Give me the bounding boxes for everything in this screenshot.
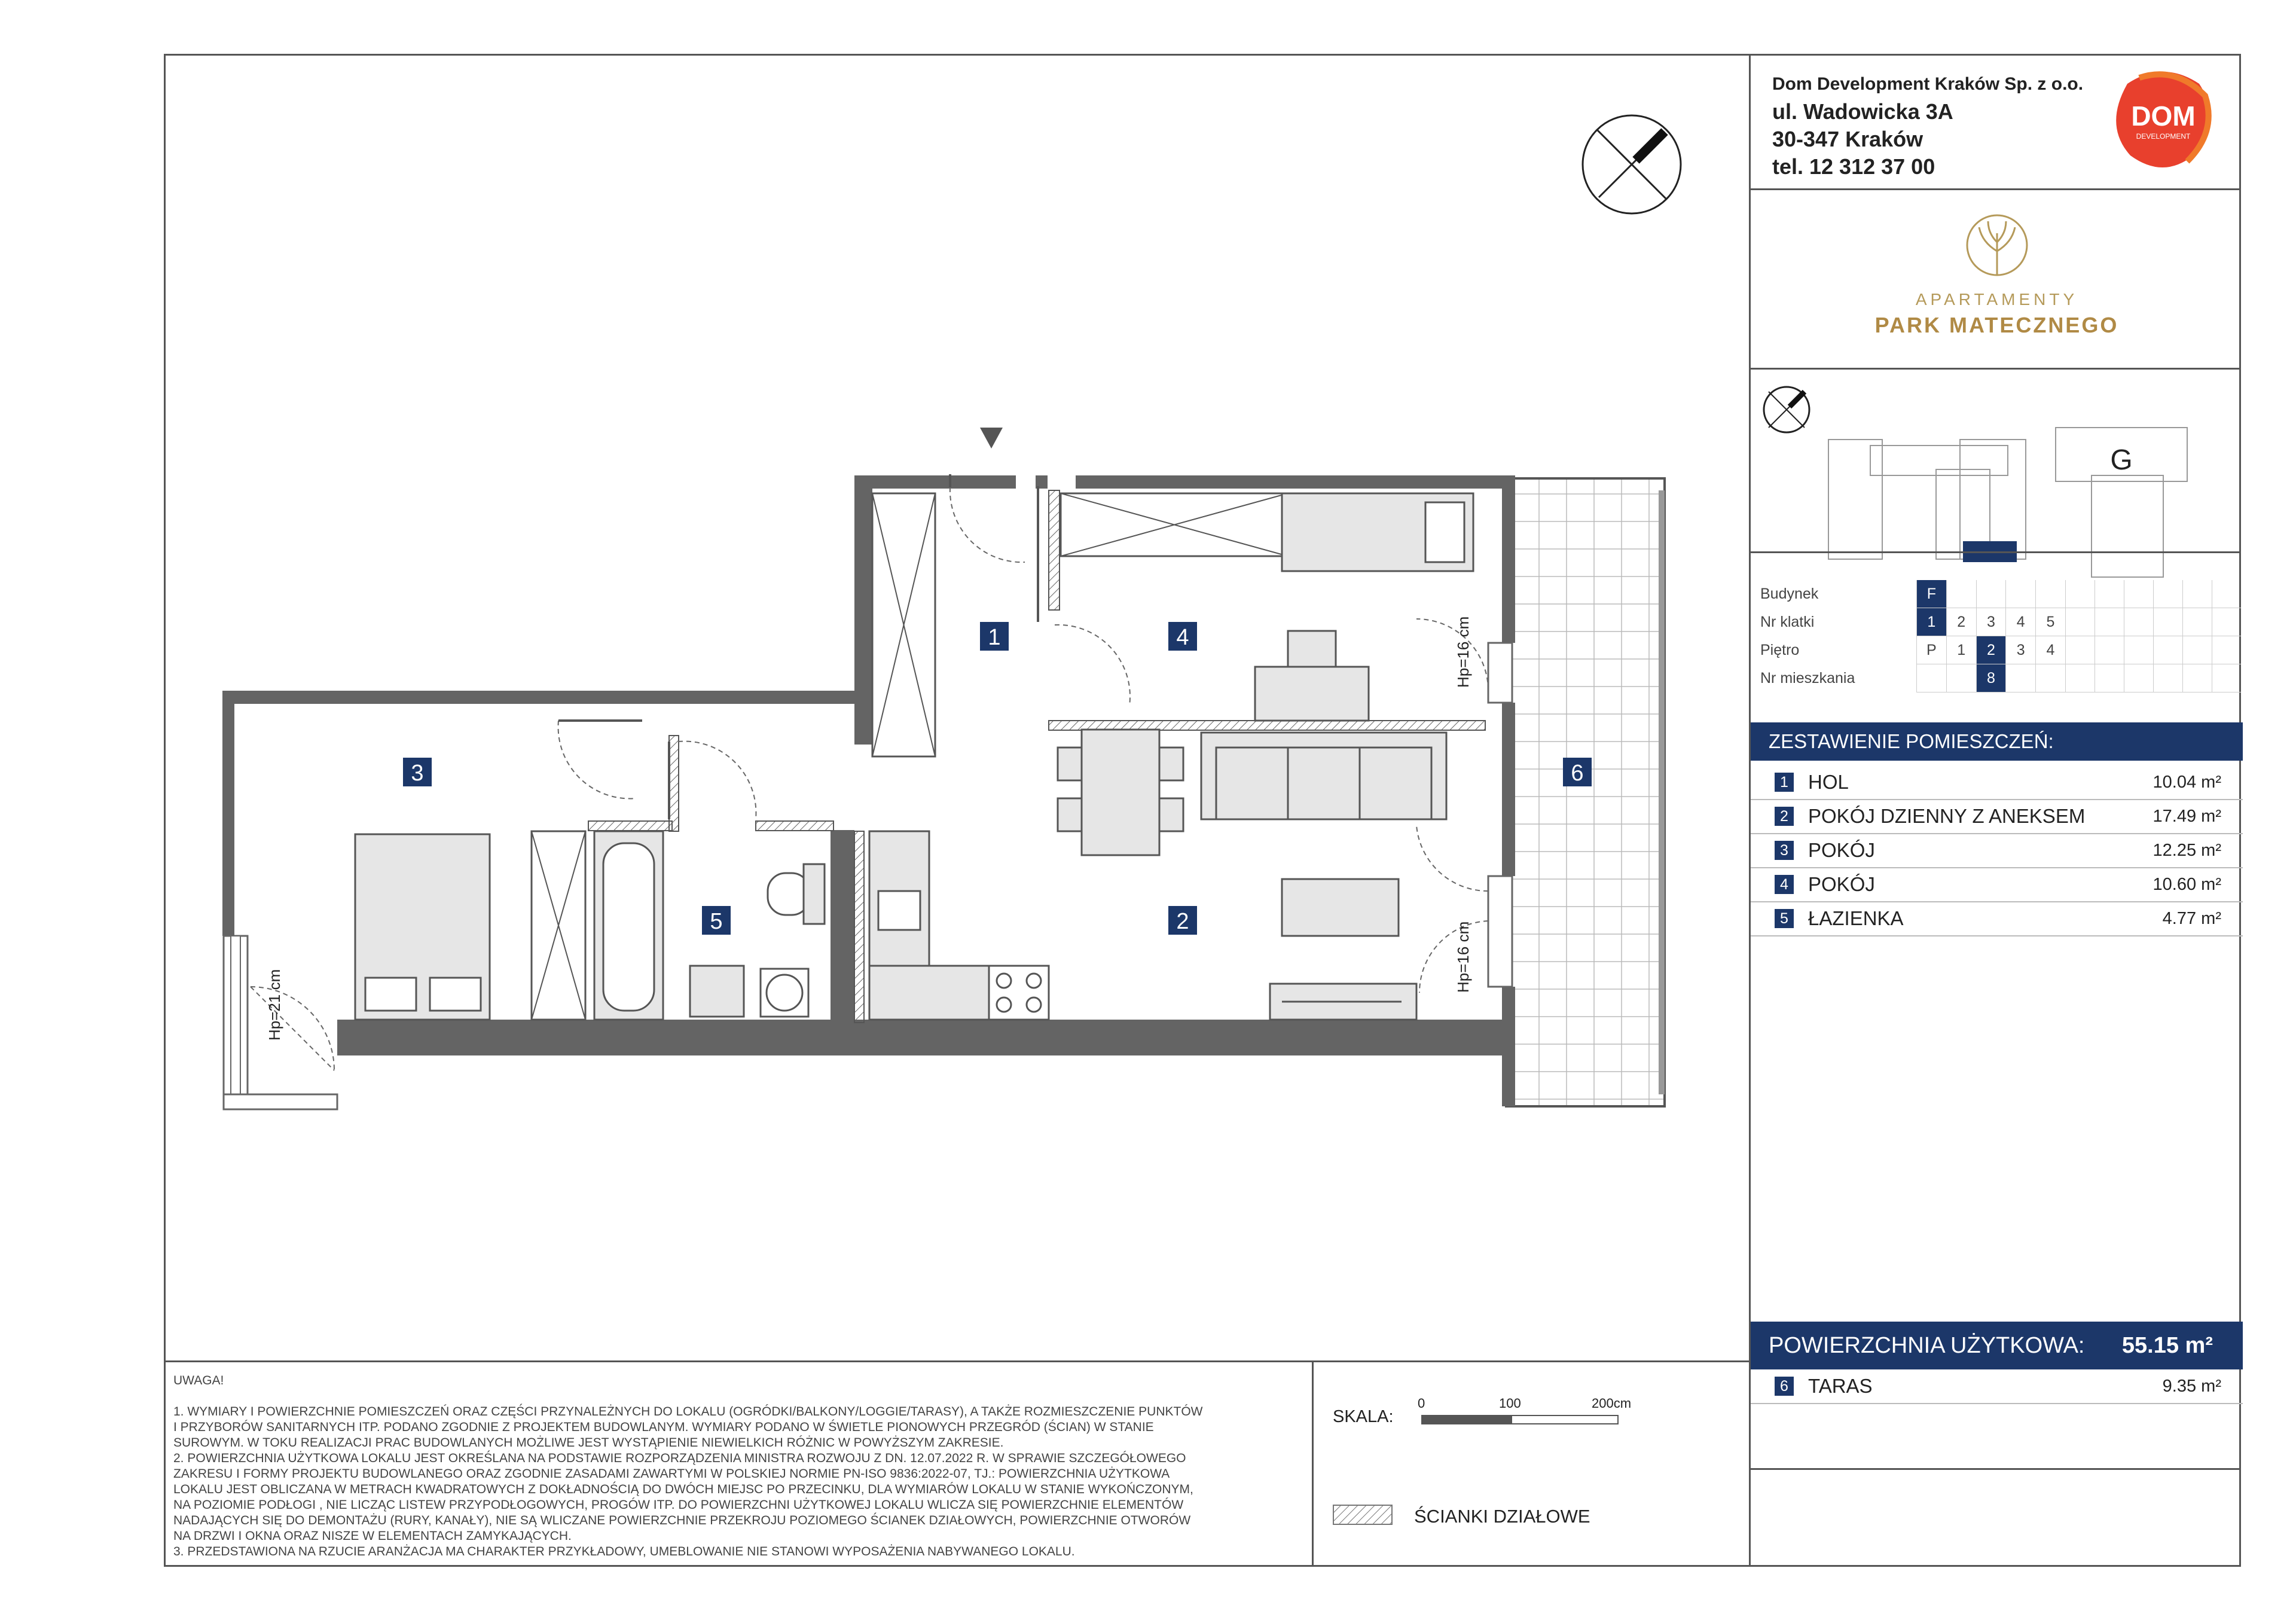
terrace-num: 6 <box>1775 1377 1794 1396</box>
bed-room3-icon <box>355 834 490 1020</box>
project-line1: APARTAMENTY <box>1915 290 2078 309</box>
plan-label-3: 3 <box>411 761 424 786</box>
project-brand <box>1751 209 2243 338</box>
sofa-icon <box>1201 733 1446 819</box>
room-area: 4.77 m² <box>2162 909 2221 928</box>
plan-label-1: 1 <box>988 625 1001 650</box>
desk-icon <box>1255 631 1369 721</box>
scale-bar-light <box>1511 1415 1619 1424</box>
dining-table-icon <box>1058 730 1183 855</box>
room-row <box>1751 800 2243 834</box>
company-info <box>1772 71 2083 181</box>
scale-bar-dark <box>1421 1415 1511 1424</box>
room-num: 5 <box>1775 909 1794 928</box>
location-cell <box>2124 636 2153 664</box>
scale-label: SKALA: <box>1333 1407 1394 1426</box>
compass-icon <box>1583 115 1681 213</box>
notes-section <box>164 1360 1312 1567</box>
location-cell <box>2182 580 2212 608</box>
location-table <box>1757 580 2241 692</box>
location-cell: 2 <box>1976 636 2006 664</box>
floor-plan <box>164 54 1748 1360</box>
usable-area-bar <box>1751 1322 2243 1369</box>
location-row <box>1757 664 2241 692</box>
location-cell <box>2036 664 2066 692</box>
hatch-swatch-icon <box>1333 1505 1393 1525</box>
terrace-name: TARAS <box>1808 1375 1873 1397</box>
scale-t0: 0 <box>1418 1396 1425 1411</box>
location-cell <box>2095 608 2124 636</box>
location-cell: 1 <box>1916 608 1946 636</box>
location-cell: 4 <box>2036 636 2066 664</box>
info-panel <box>1749 54 2241 1567</box>
location-cell <box>2182 636 2212 664</box>
note-line: NA DRZWI I OKNA ORAZ NISZE W ELEMENTACH ZAMYKAJĄCYCH. <box>173 1529 572 1543</box>
location-cell <box>2036 580 2066 608</box>
note-line: 3. PRZEDSTAWIONA NA RZUCIE ARANŻACJA MA CHARAKTER PRZYKŁADOWY, UMEBLOWANIE NIE STANOWI WYPOSAŻENIA NABYWANEGO LOKALU. <box>173 1545 1075 1558</box>
location-cell <box>2153 664 2182 692</box>
location-row <box>1757 580 2241 608</box>
location-cell <box>2065 608 2095 636</box>
room-area: 12.25 m² <box>2152 841 2221 860</box>
location-cell: 4 <box>2006 608 2036 636</box>
scale-t1: 100 <box>1499 1396 1521 1411</box>
room-name: ŁAZIENKA <box>1808 907 1904 929</box>
usable-area-label: POWIERZCHNIA UŻYTKOWA: <box>1769 1333 2085 1358</box>
company-street: ul. Wadowicka 3A <box>1772 99 1953 124</box>
location-cell <box>2065 636 2095 664</box>
notes-title: UWAGA! <box>173 1374 224 1387</box>
tree-logo-icon <box>1964 209 2030 287</box>
scale-t2: 200cm <box>1592 1396 1632 1411</box>
hp-label-left: Hp=21 cm <box>265 969 283 1041</box>
scale-legend <box>1312 1360 1749 1567</box>
entrance-arrow-icon <box>980 428 1003 449</box>
location-cell <box>2095 664 2124 692</box>
location-cell <box>2153 608 2182 636</box>
note-line: 2. POWIERZCHNIA UŻYTKOWA LOKALU JEST OKREŚLANA NA PODSTAWIE ROZPORZĄDZENIA MINISTRA ROZWOJU Z DN. 12.07.2022 R. W SPRAWIE SZCZEGÓŁOWEGO <box>173 1451 1186 1465</box>
key-compass-icon <box>1764 387 1809 432</box>
room-row <box>1751 868 2243 902</box>
location-cell <box>1946 664 1976 692</box>
legend-partition-walls: ŚCIANKI DZIAŁOWE <box>1414 1506 1590 1527</box>
plan-label-2: 2 <box>1176 909 1189 934</box>
company-name: Dom Development Kraków Sp. z o.o. <box>1772 74 2084 94</box>
project-line2: PARK MATECZNEGO <box>1874 313 2119 337</box>
location-cell <box>2212 608 2241 636</box>
location-cell <box>2006 664 2036 692</box>
location-cell <box>2006 580 2036 608</box>
bed-room4-icon <box>1282 493 1473 571</box>
location-cell <box>1946 580 1976 608</box>
location-row-label: Nr mieszkania <box>1760 669 1855 687</box>
logo-subtext: DEVELOPMENT <box>2136 132 2191 141</box>
room-row <box>1751 902 2243 936</box>
location-cell <box>2153 580 2182 608</box>
location-row <box>1757 636 2241 664</box>
hp-label-top: Hp=16 cm <box>1454 616 1472 688</box>
company-phone: tel. 12 312 37 00 <box>1772 154 1935 179</box>
room-name: POKÓJ DZIENNY Z ANEKSEM <box>1808 805 2086 827</box>
room-row <box>1751 834 2243 868</box>
location-cell: 5 <box>2036 608 2066 636</box>
location-cell <box>2095 636 2124 664</box>
location-cell <box>2212 664 2241 692</box>
location-row-label: Piętro <box>1760 641 1800 658</box>
location-cell: 2 <box>1946 608 1976 636</box>
location-cell: 1 <box>1946 636 1976 664</box>
building-letter: G <box>2110 444 2133 476</box>
room-area: 17.49 m² <box>2152 807 2221 826</box>
location-cell <box>2182 608 2212 636</box>
plan-label-5: 5 <box>710 909 723 934</box>
room-area: 10.60 m² <box>2152 875 2221 894</box>
room-area: 10.04 m² <box>2152 773 2221 792</box>
logo-text: DOM <box>2131 100 2196 132</box>
room-num: 1 <box>1775 773 1794 792</box>
note-line: SUROWYM. W TOKU REALIZACJI PRAC BUDOWLANYCH MOŻLIWE JEST WYSTĄPIENIE NIEWIELKICH RÓŻNIC W POWYŻSZYM ZAKRESIE. <box>173 1436 1004 1450</box>
location-cell: 3 <box>2006 636 2036 664</box>
terrace-area: 9.35 m² <box>2162 1377 2221 1396</box>
usable-area-value: 55.15 m² <box>2121 1333 2213 1358</box>
location-cell <box>2124 580 2153 608</box>
location-cell: F <box>1916 580 1946 608</box>
plan-label-6: 6 <box>1571 761 1584 786</box>
location-cell <box>2212 580 2241 608</box>
location-cell <box>1976 580 2006 608</box>
note-line: NA POZIOMIE PODŁOGI , NIE LICZĄC LISTEW PRZYPODŁOGOWYCH, PROGÓW ITP. DO POWIERZCHNI UŻYTKOWEJ LOKALU WLICZA SIĘ POWIERZCHNIE ELEMENTÓW <box>173 1498 1184 1512</box>
location-row <box>1757 608 2241 636</box>
hp-label-bottom: Hp=16 cm <box>1454 921 1472 993</box>
notes-text <box>173 1373 1297 1560</box>
note-line: ZAKRESU I FORMY PROJEKTU BUDOWLANEGO ORAZ ZGODNIE ZASADAMI ZAWARTYMI W POLSKIEJ NORMIE PN-ISO 9836:2022-07, TJ.: POWIERZCHNIA UŻYTKOWA <box>173 1467 1170 1481</box>
location-cell <box>2124 608 2153 636</box>
location-row-label: Budynek <box>1760 585 1819 602</box>
room-num: 2 <box>1775 807 1794 826</box>
location-cell <box>1916 664 1946 692</box>
location-cell <box>2182 664 2212 692</box>
room-name: POKÓJ <box>1808 873 1875 895</box>
note-line: 1. WYMIARY I POWIERZCHNIE POMIESZCZEŃ ORAZ CZĘŚCI PRZYNALEŻNYCH DO LOKALU (OGRÓDKI/BALKONY/LOGGIE/TARASY), A TAKŻE ROZMIESZCZENIE PUNKTÓW <box>173 1405 1203 1418</box>
door-swings <box>558 487 1130 819</box>
room-row <box>1751 765 2243 800</box>
location-cell <box>2124 664 2153 692</box>
location-cell <box>2212 636 2241 664</box>
note-line: I PRZYBORÓW SANITARNYCH ITP. PODANO ZGODNIE Z PROJEKTEM BUDOWLANYM. WYMIARY PODANO W ŚWIETLE PIONOWYCH PRZEGRÓD (ŚCIAN) W STANIE <box>173 1420 1154 1434</box>
location-cell: 8 <box>1976 664 2006 692</box>
room-name: HOL <box>1808 771 1849 793</box>
location-cell <box>2065 664 2095 692</box>
terrace-row <box>1751 1369 2243 1404</box>
location-row-label: Nr klatki <box>1760 613 1815 630</box>
dom-development-logo <box>2103 66 2223 173</box>
note-line: NADAJĄCYCH SIĘ DO DEMONTAŻU (RURY, KANAŁY), NIE SĄ WLICZANE POWIERZCHNIE PRZEKROJU POZIOMEGO ŚCIANEK DZIAŁOWYCH, POWIERZCHNIE OTWORÓW <box>173 1514 1191 1527</box>
terrace-area <box>1506 478 1665 1106</box>
kitchen-icon <box>869 831 1049 1020</box>
note-line: LOKALU JEST OBLICZANA W METRACH KWADRATOWYCH Z DOKŁADNOŚCIĄ DO DWÓCH MIEJSC PO PRZECINKU, DLA WYMIARÓW LOKALU W STANIE WYKOŃCZONYM, <box>173 1482 1193 1496</box>
location-cell: 3 <box>1976 608 2006 636</box>
room-name: POKÓJ <box>1808 839 1875 861</box>
room-num: 3 <box>1775 841 1794 860</box>
company-city: 30-347 Kraków <box>1772 127 1923 151</box>
location-cell: P <box>1916 636 1946 664</box>
location-cell <box>2095 580 2124 608</box>
rooms-header: ZESTAWIENIE POMIESZCZEŃ: <box>1751 722 2243 761</box>
location-cell <box>2153 636 2182 664</box>
plan-label-4: 4 <box>1176 625 1189 650</box>
location-cell <box>2065 580 2095 608</box>
room-num: 4 <box>1775 875 1794 894</box>
